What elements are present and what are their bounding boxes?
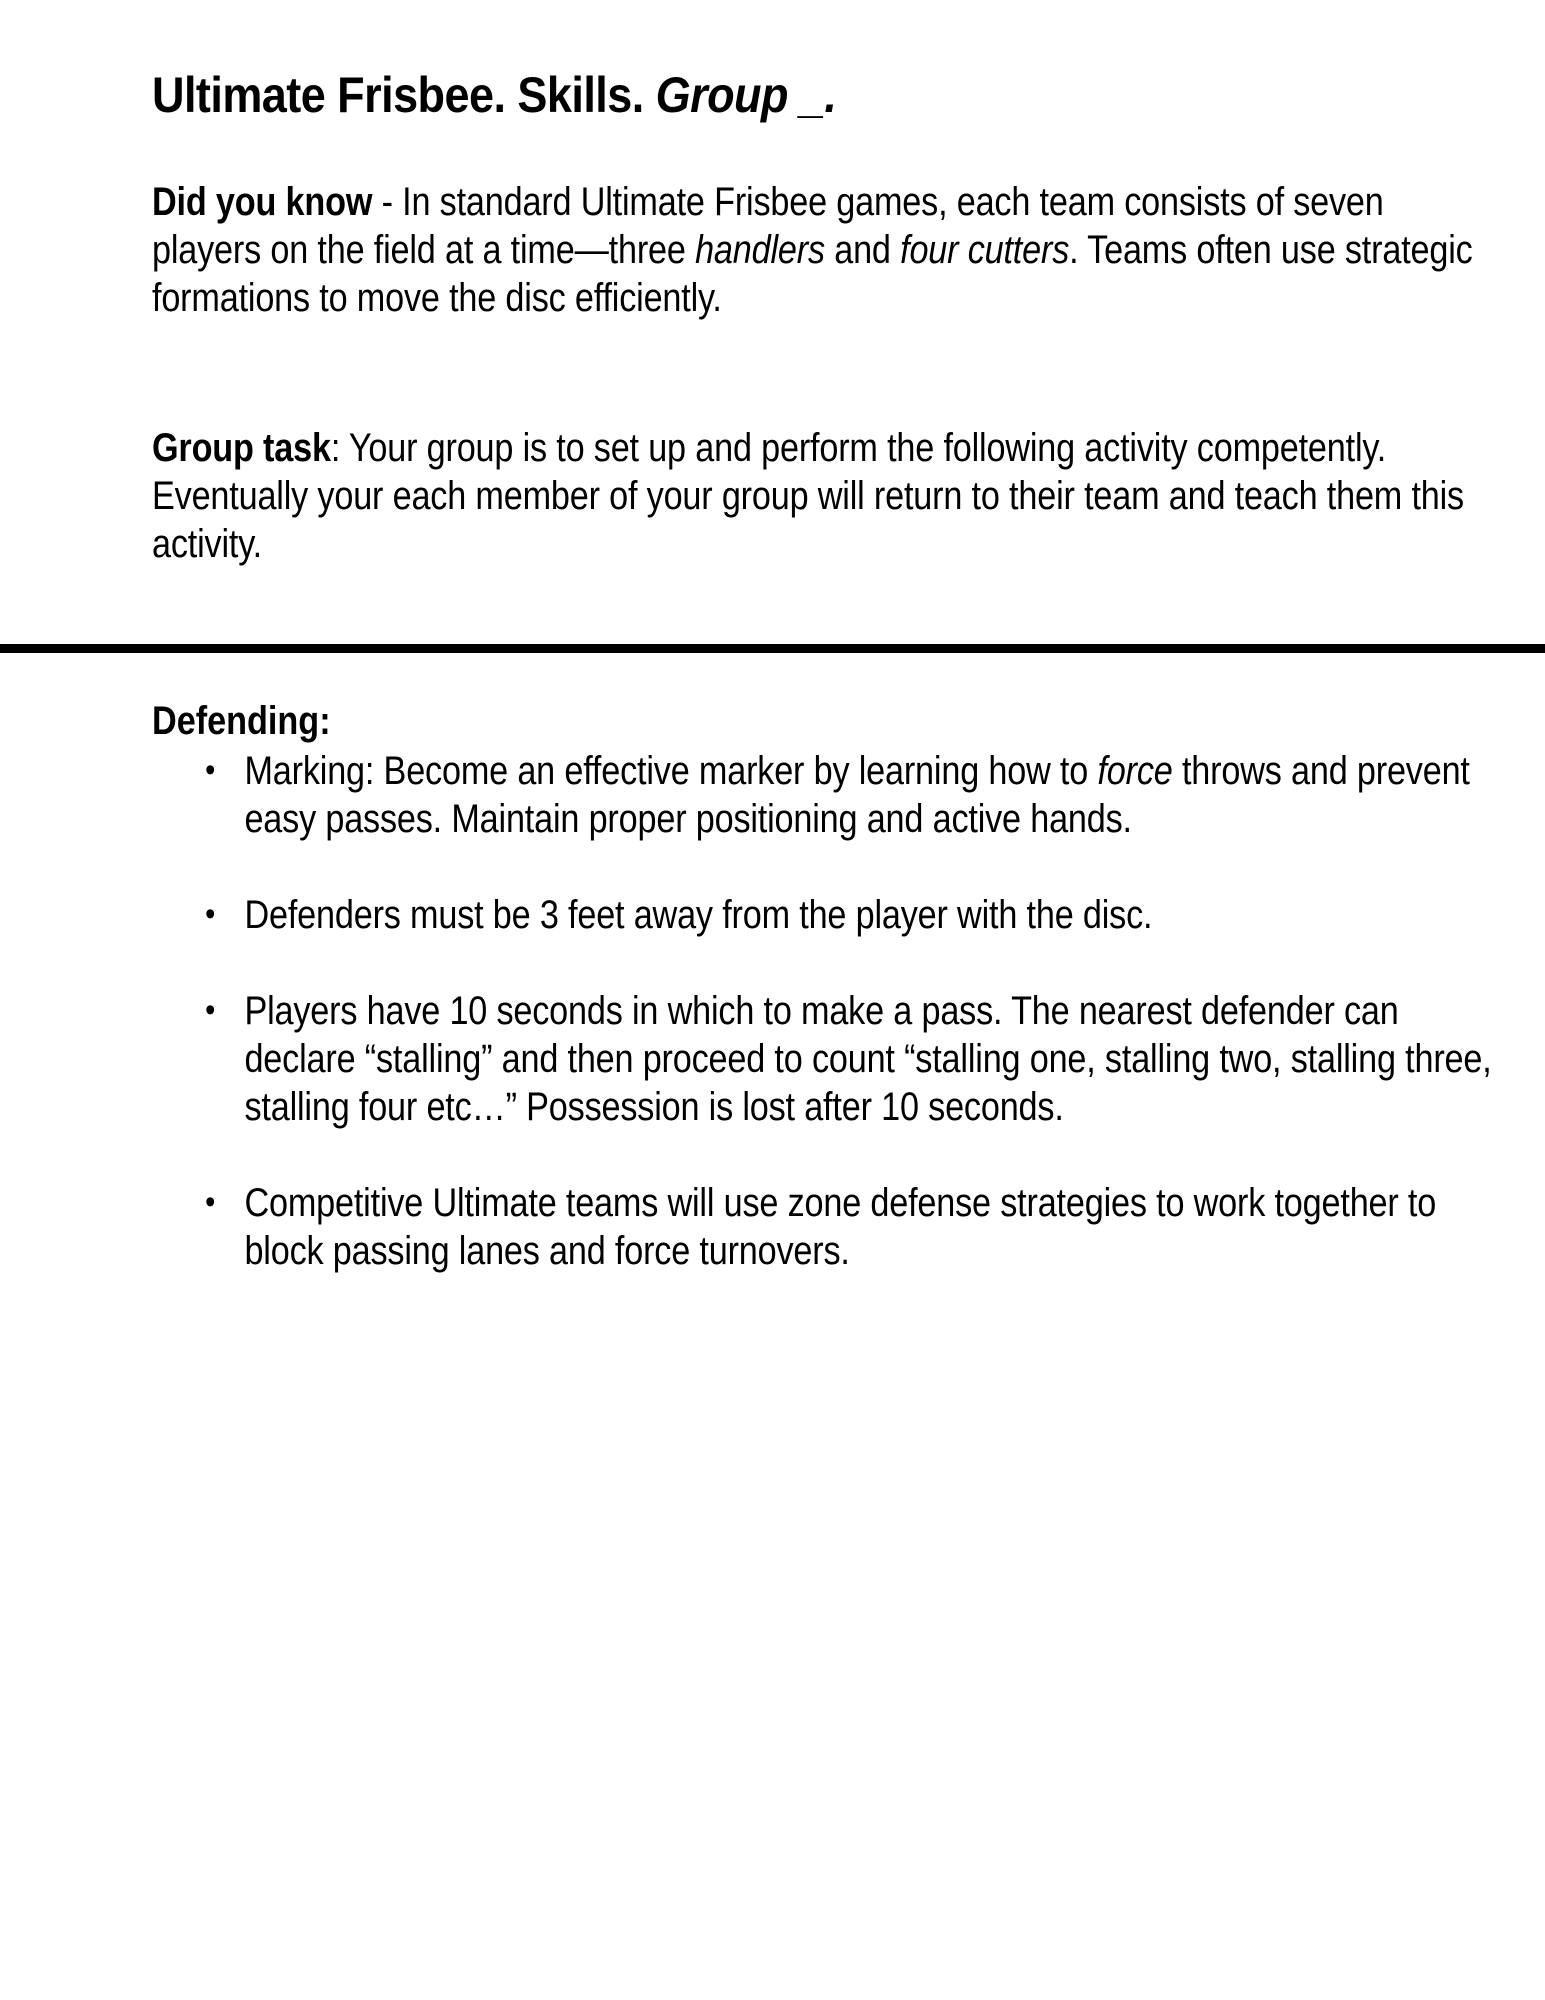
bullet-segment: Competitive Ultimate teams will use zone defense strategies to work together to block passing lanes and force turnovers. [244, 1181, 1437, 1273]
page-title-plain: Ultimate Frisbee. Skills. [152, 67, 644, 123]
section-heading-defending [152, 653, 1293, 745]
bullet-segment: Defenders must be 3 feet away from the player with the disc. [244, 893, 1153, 937]
list-item [200, 891, 1499, 939]
paragraph-lead-separator-did-you-know: - [372, 180, 403, 224]
paragraph-group-task [152, 424, 1487, 568]
paragraph-segment: . Teams often use strategic formations to move the disc efficiently. [152, 228, 1473, 320]
paragraph-segment-italic: four cutters [900, 228, 1070, 272]
list-item [200, 747, 1499, 843]
paragraph-segment-italic: handlers [695, 228, 825, 272]
bullet-segment: Players have 10 seconds in which to make a pass. The nearest defender can declare “stalling” and then proceed to count “stalling one, stalling two, stalling three, stalling four etc…” Possession is lost after 10 seconds. [244, 989, 1492, 1129]
paragraph-lead-group-task: Group task [152, 426, 331, 470]
paragraph-did-you-know [152, 178, 1487, 322]
page-title-italic: Group _. [655, 67, 837, 123]
section-divider-rule [0, 644, 1545, 653]
defending-bullet-list [152, 747, 1492, 1275]
paragraph-segment: and [824, 228, 901, 272]
bullet-segment: throws and prevent easy passes. Maintain proper positioning and active hands. [244, 749, 1470, 841]
bullet-segment-italic: force [1097, 749, 1173, 793]
section-heading-label: Defending [152, 699, 320, 743]
bullet-segment: Marking: Become an effective marker by learning how to [244, 749, 1098, 793]
paragraph-lead-separator-group-task: : [330, 426, 349, 470]
upper-block [0, 60, 1545, 568]
list-item [200, 1179, 1499, 1275]
paragraph-segment: In standard Ultimate Frisbee games, each team consists of seven players on the field at a time—three [152, 180, 1384, 272]
defending-block [0, 653, 1545, 1275]
paragraph-segment: Your group is to set up and perform the following activity competently. Eventually your each member of your group will return to their team and teach them this activity. [152, 426, 1464, 566]
list-item [200, 987, 1499, 1131]
paragraph-lead-did-you-know: Did you know [152, 180, 373, 224]
page-title [152, 60, 1354, 123]
section-heading-suffix: : [319, 699, 331, 743]
